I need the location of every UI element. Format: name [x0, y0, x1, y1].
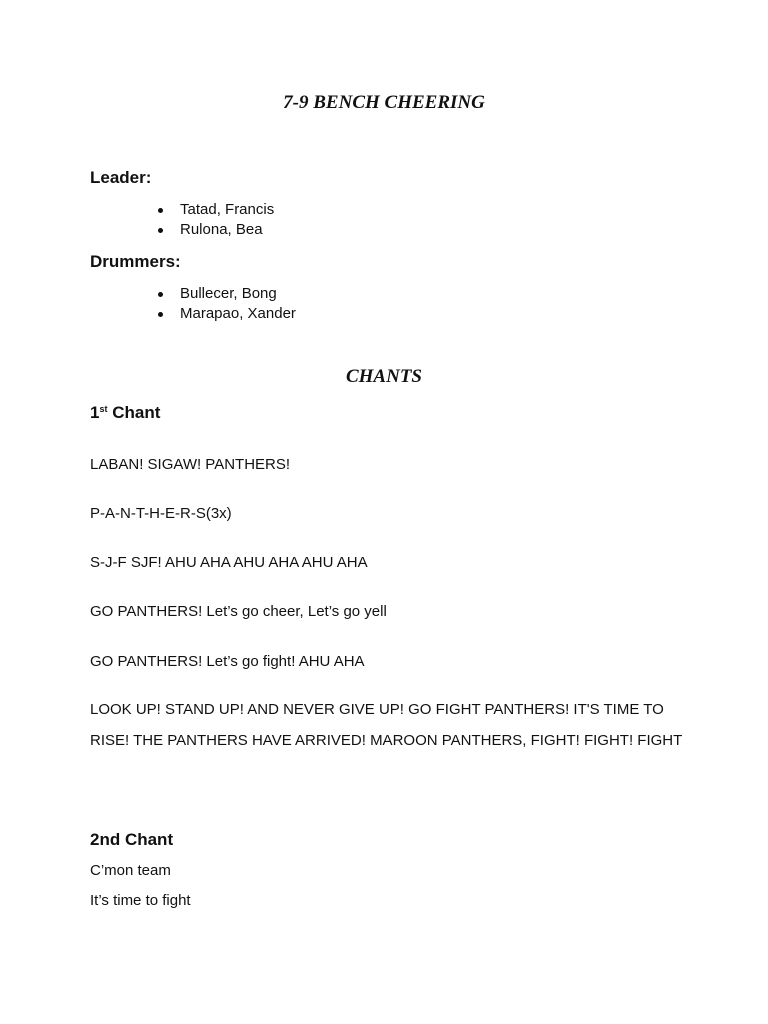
leader-list — [180, 200, 274, 240]
chant1-line: LABAN! SIGAW! PANTHERS! — [90, 456, 291, 473]
chant1-line: P-A-N-T-H-E-R-S(3x) — [90, 505, 232, 522]
chants-title: CHANTS — [345, 366, 423, 387]
chant1-line: GO PANTHERS! Let’s go cheer, Let’s go yell — [90, 603, 387, 620]
bullet-icon — [158, 312, 163, 317]
bullet-icon — [158, 228, 163, 233]
list-item — [180, 200, 274, 220]
chant1-heading: 1st Chant — [90, 403, 161, 422]
leader-heading: Leader: — [90, 168, 152, 187]
document-title: 7-9 BENCH CHEERING — [283, 92, 485, 113]
chant2-line: C’mon team — [90, 862, 171, 879]
drummer-name: Bullecer, Bong — [180, 285, 277, 302]
list-item — [180, 284, 296, 304]
bullet-icon — [158, 208, 163, 213]
leader-name: Rulona, Bea — [180, 221, 263, 238]
list-item — [180, 220, 274, 240]
drummers-list — [180, 284, 296, 324]
chant2-line: It’s time to fight — [90, 892, 191, 909]
chant1-closing: LOOK UP! STAND UP! AND NEVER GIVE UP! GO FIGHT PANTHERS! IT'S TIME TO RISE! THE PANTHERS HAVE ARRIVED! MAROON PANTHERS, FIGHT! FIGHT! FIGHT — [90, 701, 683, 749]
drummer-name: Marapao, Xander — [180, 305, 296, 322]
list-item — [180, 304, 296, 324]
leader-name: Tatad, Francis — [180, 201, 275, 218]
chant1-line: S-J-F SJF! AHU AHA AHU AHA AHU AHA — [90, 554, 368, 571]
bullet-icon — [158, 292, 163, 297]
chant2-heading: 2nd Chant — [90, 830, 174, 849]
drummers-heading: Drummers: — [90, 252, 181, 271]
chant1-line: GO PANTHERS! Let’s go fight! AHU AHA — [90, 653, 365, 670]
